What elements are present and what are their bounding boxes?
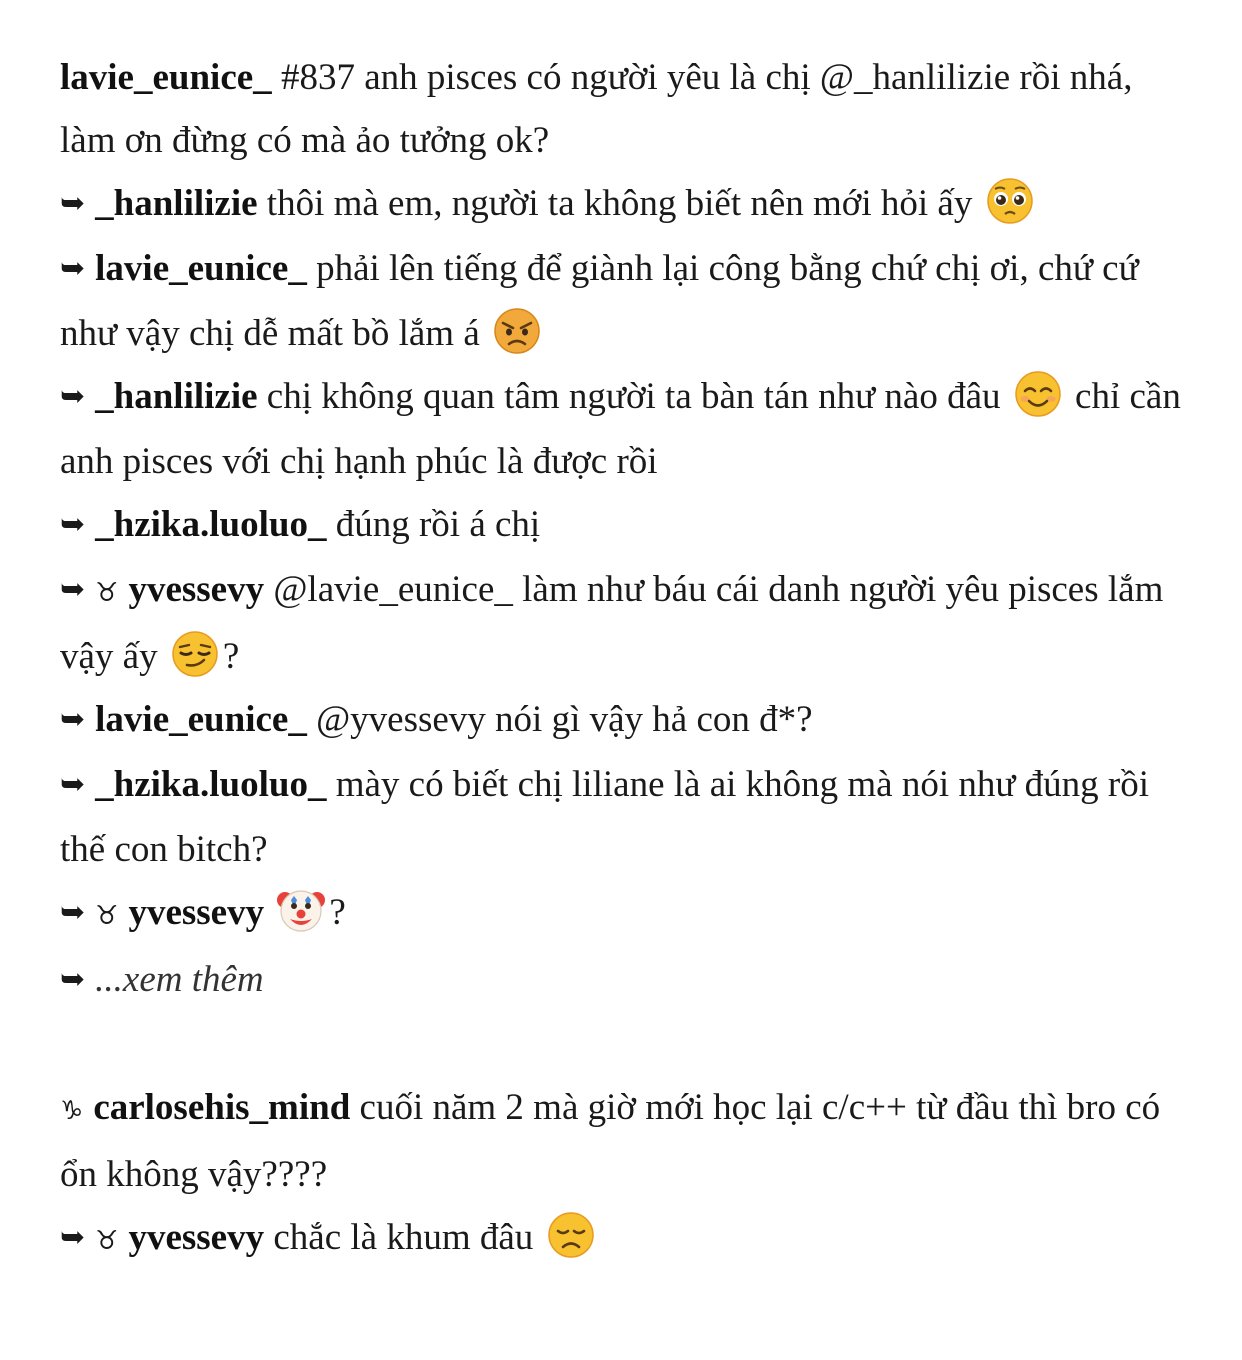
reply-text: đúng rồi á chị: [326, 504, 541, 545]
reply: [60, 237, 1190, 365]
smiling-face-icon: [1014, 370, 1062, 418]
capricorn-icon: ♑: [60, 1096, 84, 1126]
reply-arrow-icon: ➥: [60, 1220, 86, 1255]
angry-face-icon: [493, 307, 541, 355]
reply-text: @yvessevy nói gì vậy hả con đ*?: [306, 699, 813, 740]
username[interactable]: lavie_eunice_: [95, 699, 307, 740]
username[interactable]: yvessevy: [128, 1217, 265, 1258]
clown-face-icon: [277, 886, 325, 934]
username[interactable]: lavie_eunice_: [60, 57, 272, 98]
reply: [60, 881, 1190, 948]
taurus-icon: ♉: [95, 578, 119, 608]
reply-text: thôi mà em, người ta không biết nên mới hỏi ấy: [257, 183, 982, 224]
reply: [60, 365, 1190, 493]
comment-thread: [60, 46, 1190, 1273]
reply: [60, 493, 1190, 558]
reply-text: phải lên tiếng để giành lại công bằng chứ chị ơi, chứ cứ như vậy chị dễ mất bồ lắm á: [60, 248, 1139, 354]
username[interactable]: _hzika.luoluo_: [95, 504, 327, 545]
reply-arrow-icon: ➥: [60, 186, 86, 221]
taurus-icon: ♉: [95, 1226, 119, 1256]
reply-arrow-icon: ➥: [60, 767, 86, 802]
comment-text: #837 anh pisces có người yêu là chị @_hanlilizie rồi nhá, làm ơn đừng có mà ảo tưởng ok?: [60, 57, 1133, 161]
reply-text: mày có biết chị liliane là ai không mà nói như đúng rồi thế con bitch?: [60, 764, 1150, 870]
reply: [60, 688, 1190, 753]
reply: [60, 753, 1190, 881]
reply-text: [264, 892, 273, 933]
reply-arrow-icon: ➥: [60, 379, 86, 414]
reply-arrow-icon: ➥: [60, 962, 86, 997]
pleading-face-icon: [986, 177, 1034, 225]
reply-text: ?: [222, 636, 240, 677]
reply-arrow-icon: ➥: [60, 702, 86, 737]
disappointed-face-icon: [547, 1211, 595, 1259]
reply-arrow-icon: ➥: [60, 572, 86, 607]
reply-text: chị không quan tâm người ta bàn tán như nào đâu: [257, 376, 1010, 417]
comment: [60, 1076, 1190, 1206]
reply: [60, 172, 1190, 237]
spacer: [60, 1013, 1190, 1076]
username[interactable]: yvessevy: [128, 892, 265, 933]
reply: [60, 558, 1190, 688]
username[interactable]: yvessevy: [128, 569, 265, 610]
reply-arrow-icon: ➥: [60, 251, 86, 286]
reply: [60, 1206, 1190, 1273]
reply-arrow-icon: ➥: [60, 507, 86, 542]
reply-text: chỉ cần anh pisces với chị hạnh phúc là được rồi: [60, 376, 1181, 482]
username[interactable]: lavie_eunice_: [95, 248, 307, 289]
reply-text: chắc là khum đâu: [264, 1217, 543, 1258]
comment: [60, 46, 1190, 172]
username[interactable]: _hanlilizie: [95, 376, 258, 417]
smirking-face-icon: [171, 630, 219, 678]
reply-text: @lavie_eunice_ làm như báu cái danh người yêu pisces lắm vậy ấy: [60, 569, 1164, 677]
reply-arrow-icon: ➥: [60, 895, 86, 930]
see-more-link[interactable]: ...xem thêm: [95, 959, 264, 1000]
username[interactable]: carlosehis_mind: [93, 1087, 351, 1128]
comment-text: cuối năm 2 mà giờ mới học lại c/c++ từ đầu thì bro có ổn không vậy????: [60, 1087, 1161, 1195]
taurus-icon: ♉: [95, 901, 119, 931]
reply-text: ?: [329, 892, 346, 933]
username[interactable]: _hanlilizie: [95, 183, 258, 224]
reply: [60, 948, 1190, 1013]
username[interactable]: _hzika.luoluo_: [95, 764, 327, 805]
